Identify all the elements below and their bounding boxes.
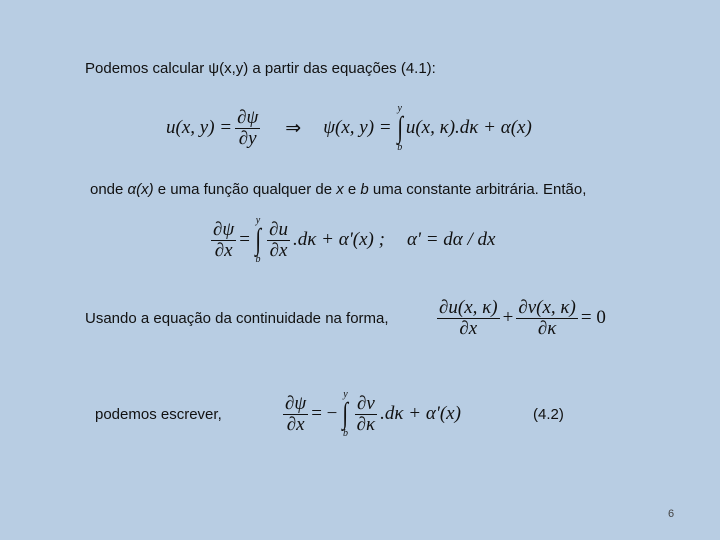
alpha-description [90,181,586,198]
eq2-frac2-den: ∂x [269,239,288,261]
line2-prefix: onde [90,181,128,198]
eq3-frac2-num: ∂v(x, κ) [518,297,576,318]
eq4-lower-limit: b [343,427,348,439]
line2-mid1: e uma função qualquer de [153,181,337,198]
eq4-fraction-1 [283,394,308,435]
eq1-lower-limit: b [397,141,403,153]
eq4-frac2-den: ∂κ [356,413,376,435]
eq2-equals: = [239,229,250,251]
eq1-rhs-lhs: ψ(x, y) = [323,117,392,139]
eq1-frac-den: ∂y [238,127,257,149]
eq3-plus: + [502,307,514,329]
implies-arrow: ⇒ [285,117,302,139]
eq2-frac1-num: ∂ψ [213,218,235,240]
podemos-escrever-text: podemos escrever, [95,406,222,423]
eq3-fraction-2 [516,298,578,339]
eq3-frac1-den: ∂x [459,317,478,339]
eq2-upper-limit: y [255,215,261,226]
eq2-alpha-prime: α' = dα / dx [406,229,496,251]
eq2-fraction-1 [211,220,236,261]
eq1-upper-limit: y [397,103,402,114]
equation-dpsi-dx [208,216,495,265]
eq2-frac1-den: ∂x [214,239,233,261]
eq1-fraction [235,108,260,149]
eq3-frac1-num: ∂u(x, κ) [439,297,498,318]
line2-b: b [360,181,369,198]
eq4-frac2-num: ∂v [356,392,375,414]
equation-4-2 [280,390,461,439]
eq4-tail: .dκ + α'(x) [380,403,461,425]
eq2-tail: .dκ + α'(x) ; [293,229,385,251]
equation-number: (4.2) [533,406,564,423]
equation-psi-definition [166,104,532,153]
eq4-equals: = − [311,403,338,425]
eq4-frac1-den: ∂x [286,413,305,435]
eq3-frac2-den: ∂κ [537,317,557,339]
line2-mid2: e [343,181,361,198]
continuity-text: Usando a equação da continuidade na forma, [85,310,389,327]
line2-suffix: uma constante arbitrária. Então, [368,181,587,198]
integral-sign: y ∫ b [255,215,261,265]
eq2-fraction-2 [267,220,290,261]
eq4-fraction-2 [355,394,378,435]
eq4-frac1-num: ∂ψ [285,392,307,414]
line2-x: x [336,181,344,198]
page-number: 6 [668,508,675,520]
equation-continuity [434,298,606,339]
eq3-tail: = 0 [580,307,606,329]
eq3-fraction-1 [437,298,500,339]
integral-sign: y ∫ b [342,389,349,439]
eq2-lower-limit: b [255,253,261,265]
eq2-frac2-num: ∂u [269,218,289,240]
eq1-lhs: u(x, y) = [166,117,233,139]
eq1-frac-num: ∂ψ [237,106,259,128]
eq4-upper-limit: y [343,389,348,400]
eq1-integrand: u(x, κ).dκ + α(x) [405,117,532,139]
integral-sign: y ∫ b [396,103,403,153]
intro-text: Podemos calcular ψ(x,y) a partir das equações (4.1): [85,60,436,77]
line2-alpha: α(x) [127,181,154,198]
